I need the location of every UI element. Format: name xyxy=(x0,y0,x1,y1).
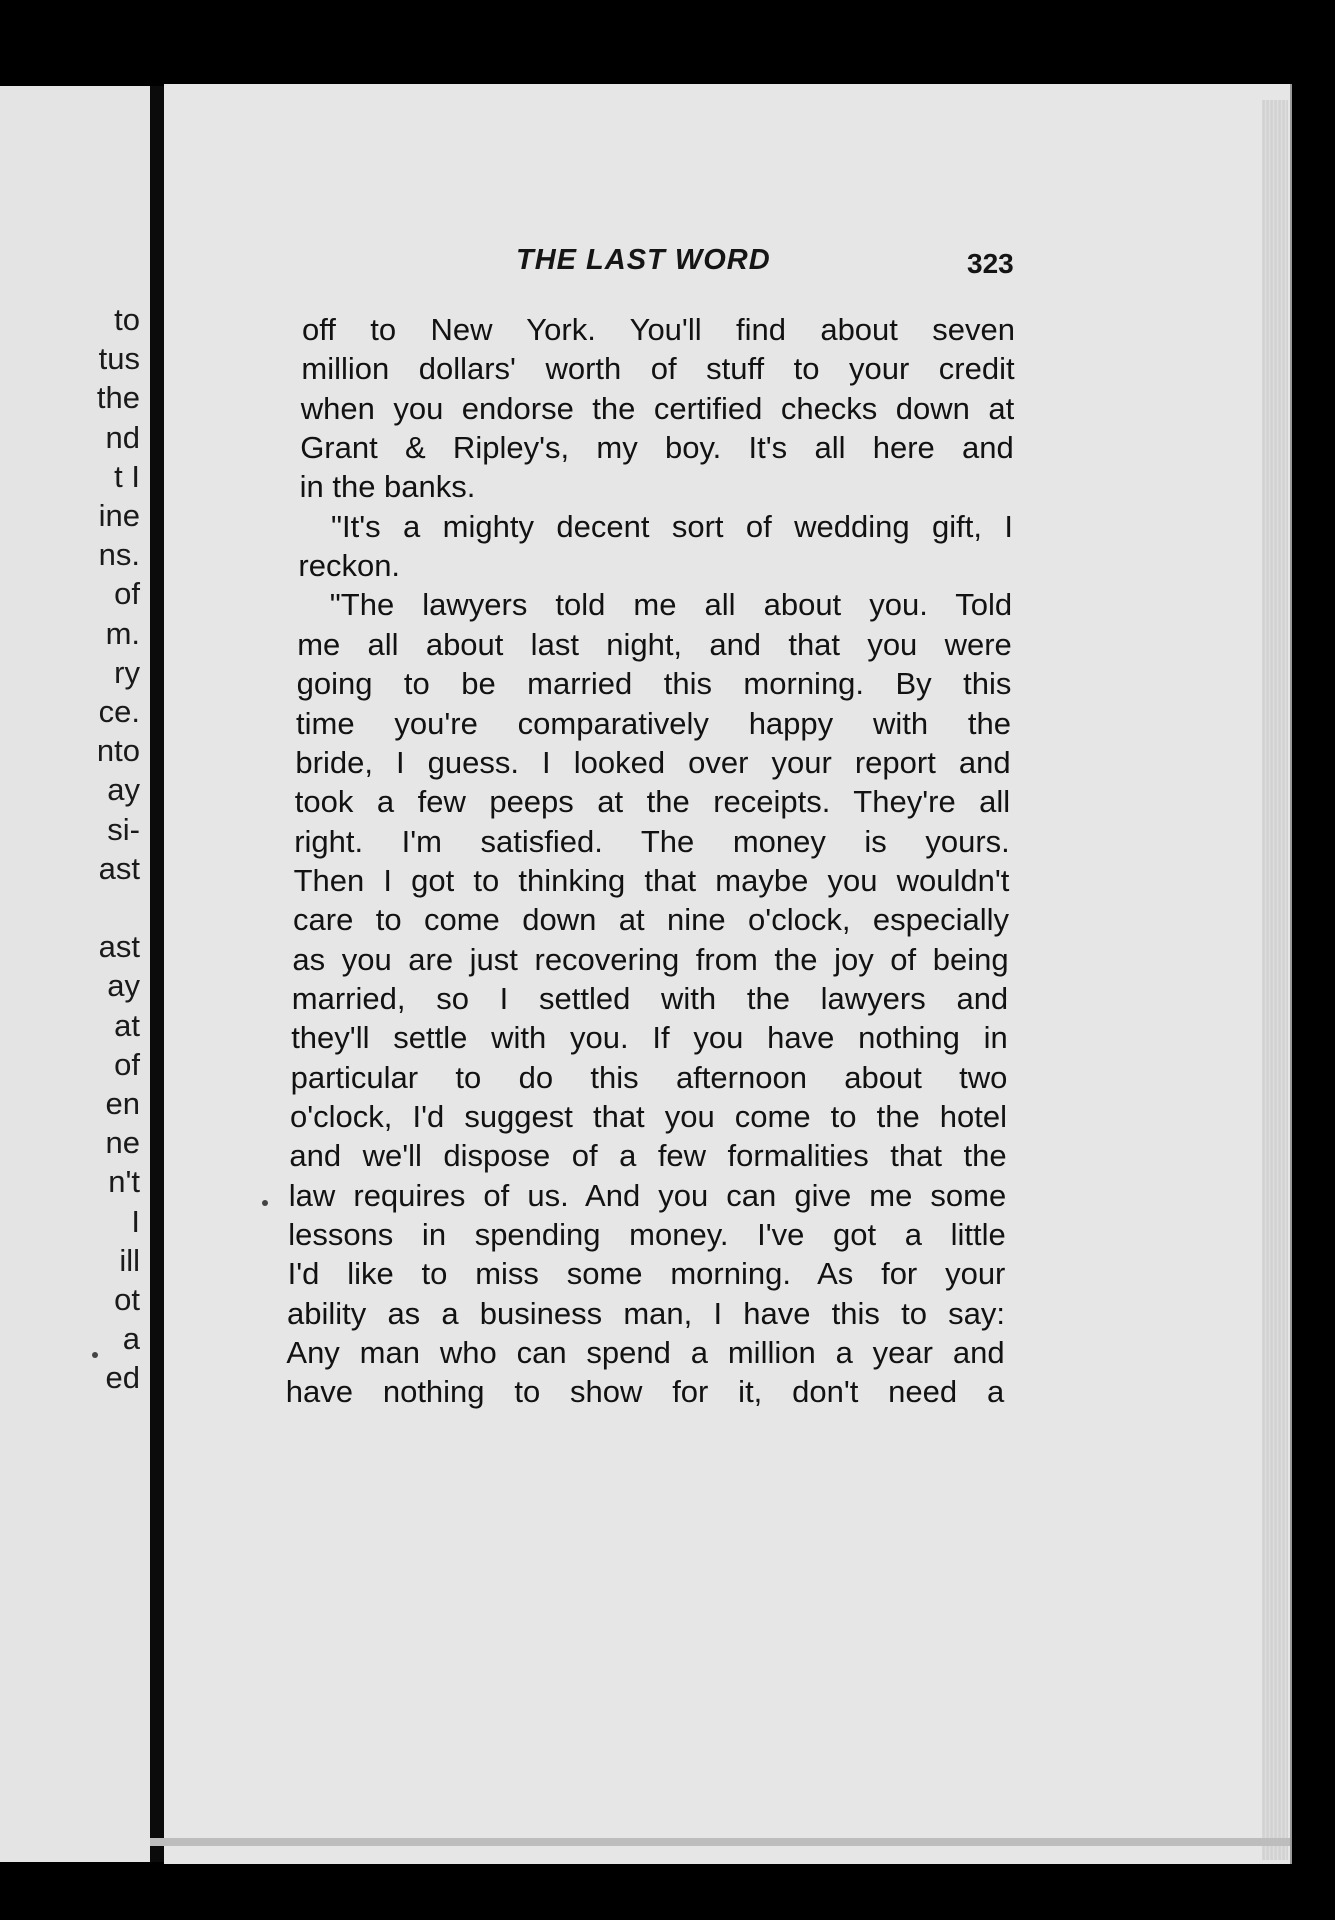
body-text-line: right. I'm satisfied. The money is yours. xyxy=(294,823,1010,859)
page-number: 323 xyxy=(967,248,1014,279)
body-text-line: o'clock, I'd suggest that you come to the hotel xyxy=(290,1099,1007,1134)
body-text-line: going to be married this morning. By this xyxy=(296,666,1012,702)
left-page-fragment: ast xyxy=(98,929,140,965)
page-edge xyxy=(1262,100,1288,1860)
body-text-line: as you are just recovering from the joy of being xyxy=(292,941,1009,977)
body-text-line: bride, I guess. I looked over your report and xyxy=(295,744,1011,780)
body-text-line: ability as a business man, I have this to say: xyxy=(287,1295,1005,1331)
left-page-fragment: ot xyxy=(114,1282,140,1317)
body-text-line: time you're comparatively happy with the xyxy=(296,705,1011,741)
left-page-fragment: I xyxy=(131,1203,140,1239)
left-page-fragment: ry xyxy=(114,654,140,690)
left-page-fragment: ast xyxy=(98,850,140,886)
body-text-line: married, so I settled with the lawyers and xyxy=(291,980,1009,1016)
body-text-line: me all about last night, and that you were xyxy=(297,626,1012,662)
body-text-line: I'd like to miss some morning. As for your xyxy=(287,1256,1006,1292)
book-gutter xyxy=(150,86,164,1862)
page-bottom-edge xyxy=(150,1838,1290,1846)
body-text-line: "It's a mighty decent sort of wedding gift, I xyxy=(331,508,1013,544)
body-text-line: in the banks. xyxy=(299,469,476,505)
body-text-line: "The lawyers told me all about you. Told xyxy=(329,587,1013,623)
body-text-line: Then I got to thinking that maybe you wouldn't xyxy=(293,862,1010,898)
body-text-line: when you endorse the certified checks down at xyxy=(300,390,1015,426)
body-text-line: and we'll dispose of a few formalities that the xyxy=(289,1138,1007,1174)
left-page xyxy=(0,86,150,1862)
print-speck xyxy=(92,1352,98,1358)
running-head: THE LAST WORD xyxy=(516,244,771,276)
body-text-line: reckon. xyxy=(298,548,401,584)
left-page-fragment: ill xyxy=(119,1242,140,1278)
body-text-line: law requires of us. And you can give me some xyxy=(288,1177,1007,1213)
body-text-line: took a few peeps at the receipts. They're all xyxy=(294,784,1011,820)
body-text-line: Any man who can spend a million a year and xyxy=(286,1335,1005,1371)
left-page-fragment: nd xyxy=(105,419,140,455)
body-text-line: million dollars' worth of stuff to your credit xyxy=(301,351,1015,387)
left-page-fragment: t I xyxy=(114,458,140,494)
left-page-fragment: of xyxy=(114,576,140,612)
body-text-line: off to New York. You'll find about seven xyxy=(302,312,1015,347)
left-page-fragment: a xyxy=(122,1321,140,1357)
left-page-fragment: nto xyxy=(96,733,140,769)
body-text-line: they'll settle with you. If you have nothing in xyxy=(291,1020,1008,1056)
body-text-line: have nothing to show for it, don't need a xyxy=(285,1374,1005,1410)
print-speck xyxy=(262,1200,268,1206)
left-page-fragment: to xyxy=(114,302,140,337)
left-page-fragment: of xyxy=(114,1046,140,1082)
left-page-fragment: ce. xyxy=(98,694,140,729)
body-text-line: particular to do this afternoon about two xyxy=(290,1059,1008,1095)
body-text-line: care to come down at nine o'clock, especially xyxy=(293,902,1009,938)
left-page-fragment: ay xyxy=(107,772,140,808)
left-page-fragment: ed xyxy=(105,1360,140,1396)
left-page-fragment: n't xyxy=(108,1164,140,1200)
left-page-fragment: si- xyxy=(107,811,140,847)
left-page-fragment: m. xyxy=(105,615,140,651)
left-page-fragment: ay xyxy=(107,968,140,1004)
left-page-fragment: ine xyxy=(98,498,140,533)
body-text-line: lessons in spending money. I've got a little xyxy=(288,1217,1006,1253)
body-text-line: Grant & Ripley's, my boy. It's all here and xyxy=(300,430,1014,466)
left-page-fragment: ne xyxy=(105,1125,140,1161)
left-page-fragment: at xyxy=(114,1007,140,1043)
left-page-fragment: the xyxy=(96,380,140,416)
left-page-fragment: tus xyxy=(98,341,140,377)
left-page-fragment: en xyxy=(105,1086,140,1121)
left-page-fragment: ns. xyxy=(98,537,140,573)
